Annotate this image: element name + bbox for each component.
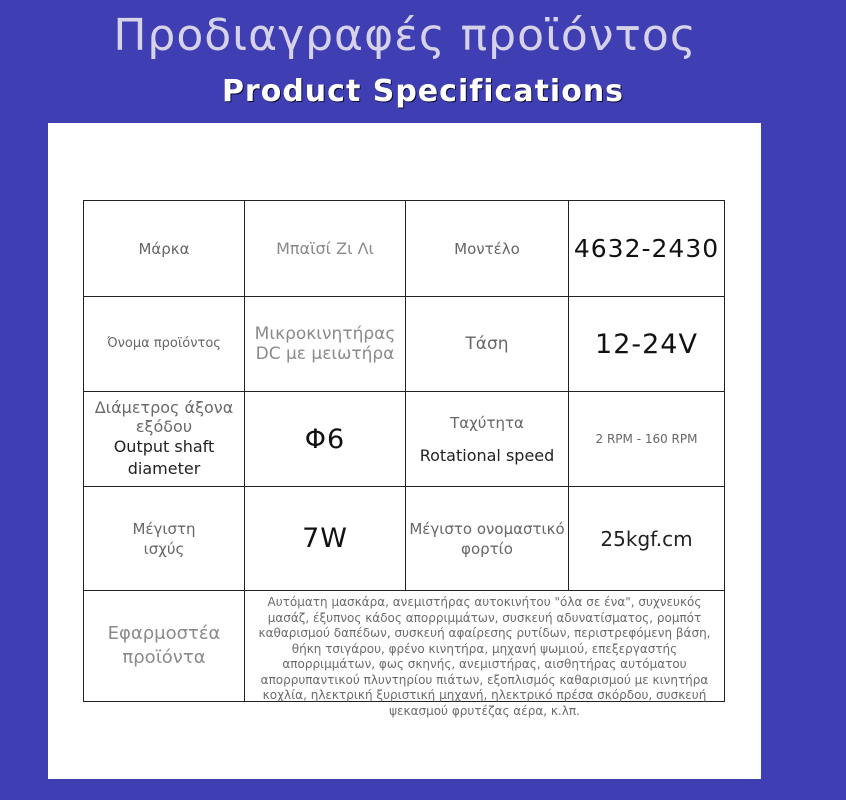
applications-value-cell <box>245 591 725 718</box>
brand-label: Μάρκα <box>138 239 190 258</box>
product-name-value-cell <box>245 297 406 392</box>
speed-value-cell <box>569 392 725 487</box>
brand-label-cell <box>84 201 245 297</box>
product-name-value: Μικροκινητήρας DC με μειωτήρα <box>254 324 396 364</box>
product-name-label: Όνομα προϊόντος <box>107 336 221 351</box>
model-value-cell <box>569 201 725 297</box>
page-subtitle: Product Specifications <box>221 74 625 109</box>
load-label-cell <box>406 487 569 591</box>
power-label: Μέγιστη ισχύς <box>132 519 196 558</box>
speed-label-cell <box>406 392 569 487</box>
brand-value: Μπαϊσί Ζι Λι <box>276 238 374 258</box>
brand-value-cell <box>245 201 406 297</box>
voltage-label: Τάση <box>465 334 509 354</box>
power-value: 7W <box>302 523 348 554</box>
applications-label: Εφαρμοστέα προϊόντα <box>107 623 221 668</box>
shaft-value-cell <box>245 392 406 487</box>
voltage-label-cell <box>406 297 569 392</box>
shaft-label-el: Διάμετρος άξονα εξόδου <box>94 398 234 436</box>
spec-table <box>83 200 725 718</box>
applications-value: Αυτόματη μασκάρα, ανεμιστήρας αυτοκινήτου "όλα σε ένα", συχνευκός μασάζ, έξυπνος κάδος απορριμμάτων, συσκευή αδυνατίσματος, ρομπότ καθαρισμού δαπέδων, συσκευή αφαίρεσης ρυτίδων, περιστρεφόμενη βάση, θήκη τσιγάρου, φρένο κινητήρα, μηχανή ψωμιού, επεξεργαστής απορριμμάτων, φως σκηνής, ανεμιστήρας, αισθητήρας αυτόματου απορρυπαντικού πλυντηρίου πιάτων, εξοπλισμός καθαρισμού με κινητήρα κοχλία, ηλεκτρική ξυριστική μηχανή, ηλεκτρικό πρέσα σκόρδου, συσκευή ψεκασμού φρυτέζας αέρα, κ.λπ. <box>258 595 711 718</box>
speed-label-el: Ταχύτητα <box>450 414 524 432</box>
applications-label-cell <box>84 591 245 702</box>
shaft-value: Φ6 <box>304 423 346 455</box>
model-label-cell <box>406 201 569 297</box>
voltage-value-cell <box>569 297 725 392</box>
power-label-cell <box>84 487 245 591</box>
product-name-label-cell <box>84 297 245 392</box>
shaft-label-cell <box>84 392 245 487</box>
model-label: Μοντέλο <box>454 239 520 258</box>
page-title: Προδιαγραφές προϊόντος <box>113 10 697 61</box>
speed-label-en: Rotational speed <box>419 446 555 465</box>
model-value: 4632-2430 <box>573 234 720 263</box>
load-value: 25kgf.cm <box>600 526 693 551</box>
power-value-cell <box>245 487 406 591</box>
speed-value: 2 RPM - 160 RPM <box>595 431 698 446</box>
load-label: Μέγιστο ονομαστικό φορτίο <box>409 519 565 558</box>
shaft-label-en: Output shaft diameter <box>113 437 215 478</box>
voltage-value: 12-24V <box>595 328 698 360</box>
load-value-cell <box>569 487 725 591</box>
